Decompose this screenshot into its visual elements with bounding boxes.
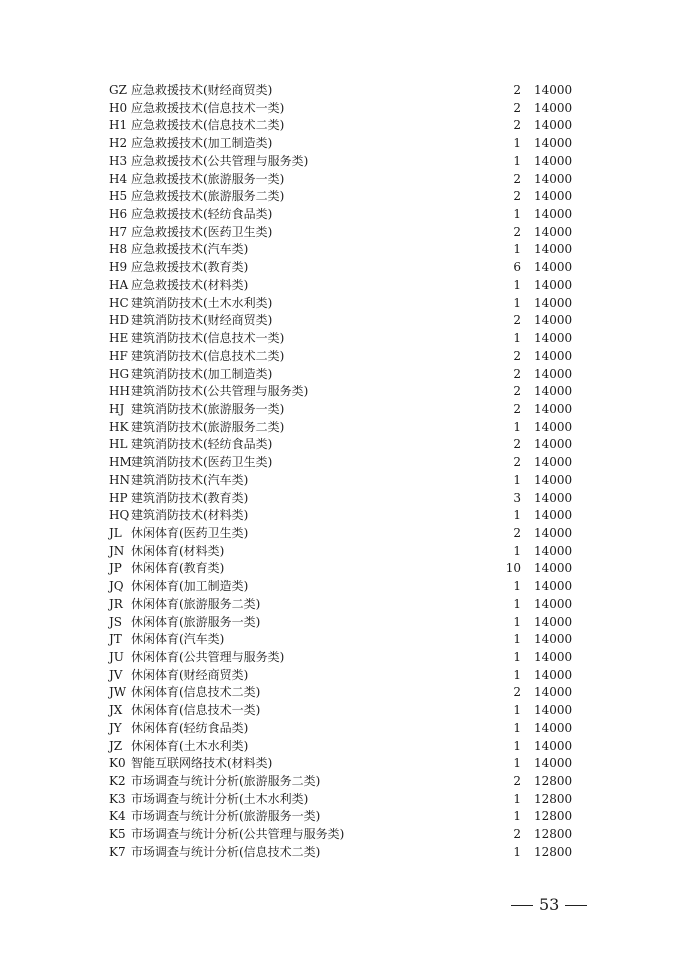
row-code: JU xyxy=(109,650,124,664)
row-fee: 14000 xyxy=(534,189,573,204)
row-code: H5 xyxy=(109,189,128,204)
row-major-name: 休闲体育(教育类) xyxy=(131,561,225,576)
row-count: 2 xyxy=(513,348,521,363)
row-fee: 14000 xyxy=(534,508,573,523)
row-code: K2 xyxy=(109,774,126,789)
row-fee: 14000 xyxy=(534,685,573,700)
table-row xyxy=(0,720,680,738)
row-code: JS xyxy=(109,614,123,629)
table-row xyxy=(0,560,680,578)
row-fee: 14000 xyxy=(534,632,573,647)
row-major-name: 休闲体育(医药卫生类) xyxy=(131,525,249,540)
row-count: 2 xyxy=(513,384,521,399)
row-count: 1 xyxy=(513,756,521,771)
row-major-name: 建筑消防技术(医药卫生类) xyxy=(131,455,273,470)
table-row xyxy=(0,366,680,384)
table-row xyxy=(0,224,680,242)
row-major-name: 应急救援技术(信息技术一类) xyxy=(131,100,285,115)
row-count: 1 xyxy=(513,207,521,222)
table-row xyxy=(0,436,680,454)
row-count: 1 xyxy=(513,738,521,753)
row-fee: 14000 xyxy=(534,455,573,470)
row-fee: 14000 xyxy=(534,153,573,168)
row-major-name: 建筑消防技术(财经商贸类) xyxy=(131,313,273,328)
row-fee: 14000 xyxy=(534,650,573,664)
table-row xyxy=(0,153,680,171)
row-code: HN xyxy=(109,472,130,487)
row-code: JL xyxy=(109,525,122,540)
row-count: 10 xyxy=(505,561,521,576)
row-code: HG xyxy=(109,366,130,381)
row-major-name: 市场调查与统计分析(旅游服务一类) xyxy=(131,809,321,824)
row-count: 1 xyxy=(513,331,521,346)
row-code: HD xyxy=(109,313,130,328)
row-code: HF xyxy=(109,348,128,363)
row-fee: 12800 xyxy=(534,844,573,859)
row-major-name: 建筑消防技术(信息技术一类) xyxy=(131,331,285,346)
row-major-name: 建筑消防技术(公共管理与服务类) xyxy=(131,384,309,399)
table-row xyxy=(0,543,680,561)
row-count: 2 xyxy=(513,525,521,540)
row-fee: 14000 xyxy=(534,171,573,186)
row-fee: 14000 xyxy=(534,313,573,328)
row-count: 1 xyxy=(513,632,521,647)
row-code: H4 xyxy=(109,171,128,186)
row-count: 2 xyxy=(513,224,521,239)
row-fee: 14000 xyxy=(534,207,573,222)
row-code: HM xyxy=(109,455,132,470)
row-fee: 12800 xyxy=(534,774,573,789)
row-major-name: 智能互联网络技术(材料类) xyxy=(131,756,273,771)
row-count: 2 xyxy=(513,685,521,700)
row-major-name: 市场调查与统计分析(旅游服务二类) xyxy=(131,774,321,789)
row-major-name: 应急救援技术(公共管理与服务类) xyxy=(131,153,309,168)
row-major-name: 建筑消防技术(旅游服务一类) xyxy=(131,401,285,416)
row-count: 2 xyxy=(513,455,521,470)
table-row xyxy=(0,755,680,773)
row-count: 1 xyxy=(513,419,521,434)
table-row xyxy=(0,507,680,525)
row-code: HA xyxy=(109,277,129,292)
row-major-name: 建筑消防技术(加工制造类) xyxy=(131,366,273,381)
row-fee: 14000 xyxy=(534,384,573,399)
row-fee: 14000 xyxy=(534,100,573,115)
row-fee: 14000 xyxy=(534,401,573,416)
row-fee: 12800 xyxy=(534,791,573,806)
row-major-name: 应急救援技术(财经商贸类) xyxy=(131,83,273,97)
row-code: GZ xyxy=(109,83,127,97)
row-major-name: 建筑消防技术(旅游服务二类) xyxy=(131,419,285,434)
table-row xyxy=(0,826,680,844)
row-code: HJ xyxy=(109,401,125,416)
row-count: 1 xyxy=(513,809,521,824)
row-major-name: 休闲体育(加工制造类) xyxy=(131,579,249,594)
row-fee: 14000 xyxy=(534,260,573,275)
row-major-name: 休闲体育(材料类) xyxy=(131,543,225,558)
table-row xyxy=(0,295,680,313)
page-number: 53 xyxy=(539,895,560,914)
row-code: K7 xyxy=(109,844,126,859)
page-footer xyxy=(511,895,587,915)
row-major-name: 应急救援技术(旅游服务一类) xyxy=(131,171,285,186)
row-major-name: 休闲体育(公共管理与服务类) xyxy=(131,650,285,664)
row-code: K5 xyxy=(109,827,126,842)
row-major-name: 应急救援技术(轻纺食品类) xyxy=(131,207,273,222)
table-row xyxy=(0,330,680,348)
row-major-name: 建筑消防技术(材料类) xyxy=(131,508,249,523)
row-major-name: 休闲体育(信息技术一类) xyxy=(131,703,261,718)
row-code: H2 xyxy=(109,136,128,151)
row-code: H6 xyxy=(109,207,128,222)
row-count: 1 xyxy=(513,579,521,594)
row-major-name: 建筑消防技术(土木水利类) xyxy=(131,295,273,310)
table-row xyxy=(0,383,680,401)
row-code: JZ xyxy=(109,738,123,753)
row-major-name: 休闲体育(信息技术二类) xyxy=(131,685,261,700)
row-fee: 14000 xyxy=(534,561,573,576)
row-major-name: 应急救援技术(材料类) xyxy=(131,277,249,292)
row-code: JX xyxy=(109,703,123,718)
row-fee: 14000 xyxy=(534,720,573,735)
row-code: JV xyxy=(109,667,123,682)
row-code: H7 xyxy=(109,224,128,239)
row-code: HH xyxy=(109,384,130,399)
row-fee: 14000 xyxy=(534,490,573,505)
row-fee: 12800 xyxy=(534,809,573,824)
row-fee: 14000 xyxy=(534,543,573,558)
table-row xyxy=(0,135,680,153)
table-row xyxy=(0,490,680,508)
row-major-name: 应急救援技术(旅游服务二类) xyxy=(131,189,285,204)
row-fee: 14000 xyxy=(534,83,573,97)
row-major-name: 应急救援技术(医药卫生类) xyxy=(131,224,273,239)
row-count: 1 xyxy=(513,543,521,558)
row-fee: 14000 xyxy=(534,756,573,771)
row-fee: 14000 xyxy=(534,242,573,257)
row-count: 1 xyxy=(513,136,521,151)
row-fee: 14000 xyxy=(534,667,573,682)
row-fee: 14000 xyxy=(534,277,573,292)
row-code: JN xyxy=(109,543,125,558)
row-count: 2 xyxy=(513,827,521,842)
table-row xyxy=(0,791,680,809)
row-count: 2 xyxy=(513,100,521,115)
row-count: 1 xyxy=(513,472,521,487)
row-count: 1 xyxy=(513,153,521,168)
table-row xyxy=(0,596,680,614)
table-row xyxy=(0,578,680,596)
row-count: 1 xyxy=(513,667,521,682)
table-row xyxy=(0,454,680,472)
table-row xyxy=(0,82,680,100)
row-count: 2 xyxy=(513,313,521,328)
enrollment-table xyxy=(0,82,680,862)
row-count: 1 xyxy=(513,650,521,664)
table-row xyxy=(0,277,680,295)
row-code: JY xyxy=(109,720,122,735)
row-count: 1 xyxy=(513,703,521,718)
row-fee: 14000 xyxy=(534,136,573,151)
row-major-name: 休闲体育(轻纺食品类) xyxy=(131,720,249,735)
table-row xyxy=(0,259,680,277)
table-row xyxy=(0,844,680,862)
table-row xyxy=(0,419,680,437)
row-fee: 14000 xyxy=(534,331,573,346)
row-code: H8 xyxy=(109,242,128,257)
row-major-name: 建筑消防技术(汽车类) xyxy=(131,472,249,487)
row-major-name: 休闲体育(旅游服务一类) xyxy=(131,614,261,629)
row-fee: 14000 xyxy=(534,525,573,540)
table-row xyxy=(0,401,680,419)
row-count: 2 xyxy=(513,437,521,452)
row-fee: 12800 xyxy=(534,827,573,842)
table-row xyxy=(0,206,680,224)
row-code: H0 xyxy=(109,100,128,115)
row-fee: 14000 xyxy=(534,596,573,611)
row-fee: 14000 xyxy=(534,472,573,487)
row-fee: 14000 xyxy=(534,295,573,310)
row-count: 2 xyxy=(513,401,521,416)
row-count: 2 xyxy=(513,189,521,204)
row-major-name: 市场调查与统计分析(公共管理与服务类) xyxy=(131,827,345,842)
row-major-name: 应急救援技术(信息技术二类) xyxy=(131,118,285,133)
row-major-name: 应急救援技术(教育类) xyxy=(131,260,249,275)
row-count: 1 xyxy=(513,720,521,735)
row-count: 1 xyxy=(513,295,521,310)
row-fee: 14000 xyxy=(534,224,573,239)
table-row xyxy=(0,100,680,118)
row-code: HL xyxy=(109,437,128,452)
table-row xyxy=(0,171,680,189)
row-count: 1 xyxy=(513,242,521,257)
row-code: K3 xyxy=(109,791,126,806)
row-major-name: 休闲体育(土木水利类) xyxy=(131,738,249,753)
row-code: H1 xyxy=(109,118,128,133)
row-count: 1 xyxy=(513,844,521,859)
row-code: HQ xyxy=(109,508,130,523)
row-fee: 14000 xyxy=(534,419,573,434)
row-count: 3 xyxy=(513,490,521,505)
row-fee: 14000 xyxy=(534,703,573,718)
footer-dash-right xyxy=(565,905,587,906)
row-count: 1 xyxy=(513,614,521,629)
row-code: K0 xyxy=(109,756,126,771)
table-row xyxy=(0,241,680,259)
table-row xyxy=(0,631,680,649)
table-row xyxy=(0,702,680,720)
row-count: 2 xyxy=(513,366,521,381)
row-major-name: 应急救援技术(汽车类) xyxy=(131,242,249,257)
row-fee: 14000 xyxy=(534,437,573,452)
table-row xyxy=(0,614,680,632)
table-row xyxy=(0,117,680,135)
row-count: 2 xyxy=(513,118,521,133)
row-major-name: 休闲体育(财经商贸类) xyxy=(131,667,249,682)
row-major-name: 应急救援技术(加工制造类) xyxy=(131,136,273,151)
row-count: 2 xyxy=(513,83,521,97)
row-count: 2 xyxy=(513,774,521,789)
row-code: HC xyxy=(109,295,129,310)
table-row xyxy=(0,188,680,206)
row-count: 1 xyxy=(513,277,521,292)
row-code: K4 xyxy=(109,809,126,824)
row-major-name: 市场调查与统计分析(信息技术二类) xyxy=(131,844,321,859)
table-row xyxy=(0,738,680,756)
row-code: H9 xyxy=(109,260,128,275)
row-count: 1 xyxy=(513,596,521,611)
row-count: 1 xyxy=(513,791,521,806)
row-count: 1 xyxy=(513,508,521,523)
row-fee: 14000 xyxy=(534,348,573,363)
row-major-name: 建筑消防技术(教育类) xyxy=(131,490,249,505)
table-row xyxy=(0,773,680,791)
row-code: JR xyxy=(109,596,123,611)
table-row xyxy=(0,472,680,490)
row-fee: 14000 xyxy=(534,579,573,594)
table-row xyxy=(0,667,680,685)
row-code: HE xyxy=(109,331,129,346)
row-major-name: 建筑消防技术(轻纺食品类) xyxy=(131,437,273,452)
row-code: JQ xyxy=(109,579,124,594)
row-code: HK xyxy=(109,419,129,434)
row-fee: 14000 xyxy=(534,614,573,629)
row-code: HP xyxy=(109,490,128,505)
row-count: 2 xyxy=(513,171,521,186)
table-row xyxy=(0,312,680,330)
row-fee: 14000 xyxy=(534,366,573,381)
row-code: JP xyxy=(109,561,122,576)
table-row xyxy=(0,649,680,667)
row-fee: 14000 xyxy=(534,118,573,133)
table-row xyxy=(0,525,680,543)
row-code: H3 xyxy=(109,153,128,168)
footer-dash-left xyxy=(511,905,533,906)
table-row xyxy=(0,348,680,366)
row-count: 6 xyxy=(513,260,521,275)
table-row xyxy=(0,808,680,826)
table-row xyxy=(0,684,680,702)
row-major-name: 休闲体育(汽车类) xyxy=(131,632,225,647)
row-major-name: 市场调查与统计分析(土木水利类) xyxy=(131,791,309,806)
row-major-name: 建筑消防技术(信息技术二类) xyxy=(131,348,285,363)
row-code: JT xyxy=(109,632,122,647)
row-fee: 14000 xyxy=(534,738,573,753)
row-major-name: 休闲体育(旅游服务二类) xyxy=(131,596,261,611)
row-code: JW xyxy=(109,685,127,700)
